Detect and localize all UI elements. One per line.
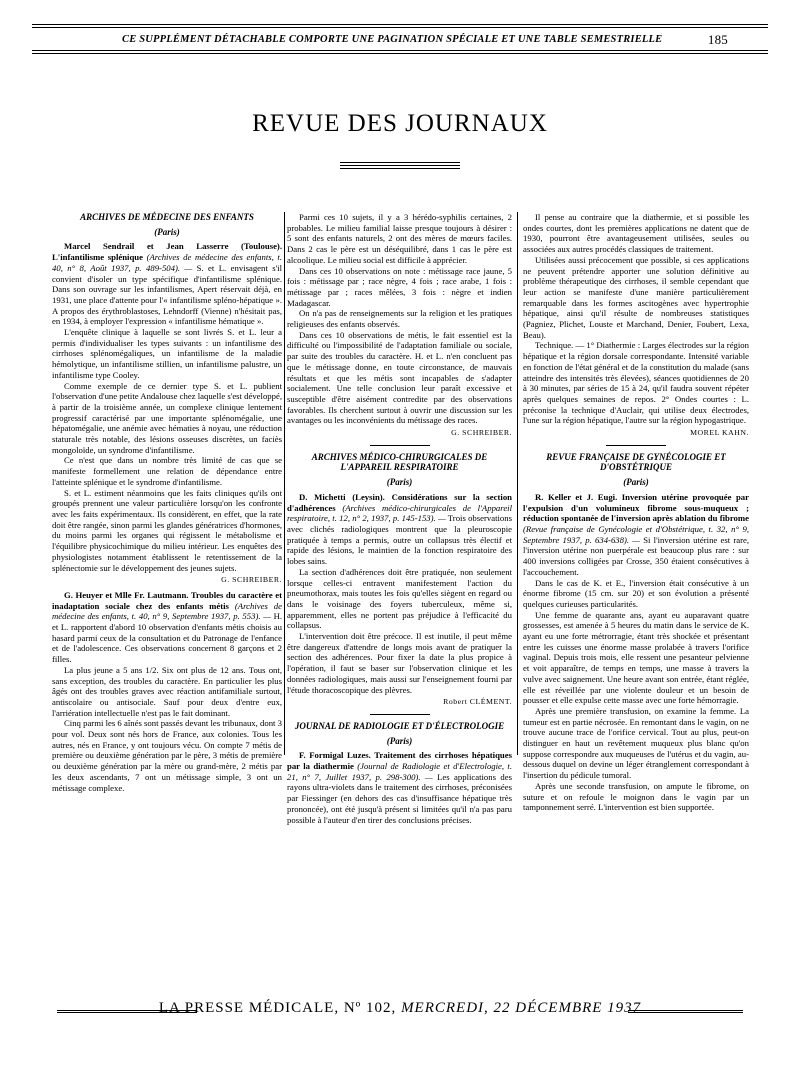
column-separator-2 — [517, 212, 518, 755]
top-rule-inner — [32, 27, 768, 28]
section-divider — [370, 714, 430, 715]
article-3-ref: (Archives médico-chirurgicales de l'Appareil respiratoire, t. 12, n° 2, 1937, p. 145-153). — — [287, 502, 513, 524]
journal-heading-revue-gynecologie: REVUE FRANÇAISE DE GYNÉCOLOGIE ET D'OBSTÉTRIQUE — [546, 451, 726, 473]
article-2-p3: Cinq parmi les 6 aînés sont passés devant les tribunaux, dont 3 pour vol. Deux sont nés hors de France, aux colonies. Tous les autres, nés en France, y ont toujours vécu. On compte 7 métis de première ou deuxième génération par le père, 3 métis de première ou deuxième génération par la mère ou grand-mère, 2 métis par les deux ascendants, 7 ont un métissage simple, 3 ont un métissage complexe. — [52, 718, 282, 793]
col3-signature-1: MOREL KAHN. — [690, 428, 749, 438]
article-2-p2: La plus jeune a 5 ans 1/2. Six ont plus de 12 ans. Tous ont, sans exception, des troubles du caractère. En particulier les plus âgés ont des troubles graves avec réaction antifamiliale surtout, antiscolaire ou antisociale. Sauf pour deux d'entre eux, l'arriération intellectuelle n'est pas le fait dominant. — [52, 664, 282, 718]
footer — [0, 1000, 800, 1017]
col3-p3: Technique. — 1° Diathermie : Larges électrodes sur la région hépatique et la région dorsale correspondante. Intensité variable en fonction de l'état général et de la constitution du malade (sans atteindre des intensités très élevées), séances quotidiennes de 20 à 30 minutes, par séries de 15 à 24, qu'il faudra souvent répéter après quelques semaines de repos. 2° Ondes courtes : L. préconise la technique d'Auclair, qui utilise deux électrodes, l'une sur la région hépatique, l'autre sur la région hypogastrique. — [523, 340, 749, 426]
article-5-p5: Après une seconde transfusion, on ampute le fibrome, on suture et on refoule le moignon dans le vagin par un tamponnement serré. L'intervention est bien supportée. — [523, 780, 749, 813]
column-separator-1 — [284, 212, 285, 755]
title-rule-3 — [340, 168, 460, 169]
footer-rule-right — [628, 1010, 743, 1013]
article-2-title: G. Heuyer et Mlle Fr. Lautmann. Troubles du caractère et inadaptation sociale chez des enfants métis — [52, 589, 282, 611]
article-2-p1: H. et L. rapportent d'abord 10 observation d'enfants métis choisis au hasard parmi ceux de la consultation et du Patronage de l'enfance et de l'adolescence. Ces observations concernent 8 garçons et 2 filles. — [52, 611, 283, 665]
article-1-p4: Ce n'est que dans un nombre très limité de cas que se manifeste formellement une relation de dépendance entre l'atteinte splénique et le syndrome d'infantilisme. — [52, 455, 282, 487]
column-3 — [523, 212, 750, 813]
journal-place: (Paris) — [386, 735, 413, 746]
page-number: 185 — [707, 32, 728, 47]
page-title: REVUE DES JOURNAUX — [252, 110, 548, 137]
article-1-p2: L'enquête clinique à laquelle se sont livrés S. et L. leur a permis d'individualiser les types suivants : un infantilisme des cirrhoses splénomégaliques, un infantilisme de la maladie hémolytique, un infantilisme stillien, un infantilisme palustre, un infantilisme type Cooley. — [52, 327, 282, 380]
article-1-ref: (Archives de médecine des enfants, t. 40, n° 8, Août 1937, p. 489-504). — — [52, 252, 282, 273]
article-1-p3: Comme exemple de ce dernier type S. et L. publient l'observation d'une petite Andalouse chez laquelle s'est développé, à partir de la troisième année, un complexe clinique lentement progressif caractérisé par une importante splénomégalie, une hépatomégalie, une anémie avec hématies à noyau, une réduction staturale très notable, des lésions osseuses discrètes, un faciès mongoloïde, un syndrome d'infantilisme. — [52, 380, 283, 455]
title-rule-1 — [340, 162, 460, 163]
article-4-ref: (Journal de Radiologie et d'Electrologie, t. 21, n° 7, Juillet 1937, p. 298-300). — — [287, 761, 512, 782]
journal-place: (Paris) — [386, 477, 413, 488]
column-2 — [287, 212, 513, 825]
journal-place: (Paris) — [623, 477, 649, 488]
article-3-p3: L'intervention doit être précoce. Il est inutile, il peut même être dangereux d'attendre de longs mois avant de pratiquer la section des adhérences. Pour fixer la date la plus propice à l'opération, il faut se baser sur l'observation clinique et les données radiologiques, mais aussi sur l'enseignement fourni par l'étude thoracoscopique des plèvres. — [287, 631, 512, 695]
col3-p2: Utilisées aussi précocement que possible, si ces applications ne peuvent prétendre apporter une solution définitive au problème thérapeutique des cirrhoses, il semble cependant que leur action se manifeste d'une manière particulièrement remarquable dans les formes ascitogènes avec hypertrophie hépatique, ainsi qu'il résulte de nombreuses statistiques (Pagniez, Plichet, Louste et Marchand, Denier, Foubert, Lexa, Beau). — [523, 254, 749, 340]
article-2-lead — [52, 590, 282, 665]
article-3-signature: Robert CLÉMENT. — [443, 697, 512, 707]
article-3-title: D. Michetti (Leysin). Considérations sur la section d'adhérences — [287, 491, 512, 513]
article-1-signature: G. SCHREIBER. — [221, 575, 282, 585]
running-head-bottom-rule-inner — [32, 53, 768, 54]
article-4-title: F. Formigal Luzes. Traitement des cirrhoses hépatiques par la diathermie — [287, 750, 512, 772]
title-rule-2 — [340, 165, 460, 166]
article-1-p5: S. et L. estiment néanmoins que les faits cliniques qu'ils ont groupés prennent une valeur particulière lorsqu'on les confronte avec les faits expérimentaux. Ils considèrent, en effet, que la rate doit être rangée, sinon parmi les glandes génératrices d'hormones, du moins parmi les organes qui régissent le métabolisme et l'équilibre physicochimique du milieu intérieur. Les enquêtes des physiologistes notamment établissent le retentissement de la splénectomie sur le développement des jeunes sujets. — [52, 487, 282, 573]
article-2-ref: (Archives de médecine des enfants, t. 40, n° 9, Septembre 1937, p. 553). — — [52, 600, 283, 622]
col2-signature-1: G. SCHREIBER. — [451, 428, 512, 438]
section-divider — [606, 445, 666, 446]
column-1 — [52, 212, 283, 793]
article-5-p4: Après une première transfusion, on examine la femme. La tumeur est en partie nécrosée. En remontant dans le vagin, on ne trouve aucune trace de l'orifice cervical. Tout au plus, peut-on distinguer en haut un revêtement muqueux plus blanc qu'on suppose correspondre aux muqueuses de l'utérus et du vagin, au-dessous duquel on devine un léger étranglement correspondant à l'insertion du pédicule tumoral. — [523, 705, 749, 781]
article-1-p1: S. et L. envisagent s'il convient d'isoler un type spécifique d'infantilisme splénique. Dans son ouvrage sur les infantilismes, Apert réservait déjà, en 1931, une place d'attente pour l'« infantilisme spléno-hépatique ». A propos des érythroblastoses, Lehndorff (Vienne) n'hésitait pas, en 1934, à employer l'expression « infantilisme hématique ». — [52, 262, 282, 327]
journal-heading-archives-medico-chirurgicales: ARCHIVES MÉDICO-CHIRURGICALES DE L'APPAREIL RESPIRATOIRE — [311, 451, 488, 473]
article-5-p3: Une femme de quarante ans, ayant eu auparavant quatre grossesses, est amenée à 5 heures du matin dans le service de K. ayant eu une forte métrorragie, étant très shockée et présentant entre les cuisses une énorme masse prolabée à travers l'orifice vaginal. Depuis trois mois, elle ressent une pesanteur pelvienne et voit apparaître, de temps en temps, une masse à travers la vulve avec saignement. Une heure avant son entrée, étant réglée, elle est réveillée par une violente douleur et un besoin de pousser et elle expulse cette masse avec une forte hémorragie. — [523, 609, 749, 706]
section-divider — [370, 445, 430, 446]
article-5-ref: (Revue française de Gynécologie et d'Obstétrique, t. 32, n° 9, Septembre 1937, p. 634-638). — — [523, 523, 749, 545]
running-head — [32, 30, 768, 52]
footer-date: MERCREDI, 22 DÉCEMBRE 1937 — [401, 1000, 642, 1016]
article-1-lead — [52, 241, 282, 327]
col2-p1: Parmi ces 10 sujets, il y a 3 hérédo-syphilis certaines, 2 probables. Le milieu familial laisse presque toujours à désirer : 5 sont des enfants naturels, 2 ont des mères de mœurs faciles. Dans 2 cas le père est un déséquilibré, dans 1 cas le père est alcoolique. Le milieu social est difficile à apprécier. — [287, 212, 512, 265]
col2-p4: Dans ces 10 observations de métis, le fait essentiel est la difficulté ou l'impossibilité de l'adaptation familiale ou sociale, par suite des troubles du caractère. H. et L. n'en concluent pas que le métissage donne, en toute circonstance, de mauvais résultats et que les métis sont incapables de s'adapter socialement. Une telle conclusion leur paraît excessive et susceptible d'être aisément contredite par des observations favorables. Ils cherchent surtout à ouvrir une discussion sur les avantages ou les inconvénients du métissage des races. — [287, 329, 512, 426]
col2-p2: Dans ces 10 observations on note : métissage race jaune, 5 fois : métissage par ; race nègre, 4 fois ; race arabe, 1 fois : métissage par ; races mêlées, 3 fois : nègre et indien Madagascar. — [287, 265, 512, 308]
article-5-lead — [523, 492, 749, 578]
running-head-text: CE SUPPLÉMENT DÉTACHABLE COMPORTE UNE PAGINATION SPÉCIALE ET UNE TABLE SEMESTRIELLE — [122, 34, 663, 45]
running-head-bottom-rule — [32, 50, 768, 51]
journal-heading-journal-radiologie: JOURNAL DE RADIOLOGIE ET D'ÉLECTROLOGIE — [294, 720, 505, 731]
article-4-p1: Les applications des rayons ultra-violets dans le traitement des cirrhoses, préconisées par Fiessinger (en dehors des cas d'insuffisance hépatique très prononcée), ont été jusqu'à présent si limitées qu'il n'a pas paru possible à l'auteur d'en tirer des conclusions précises. — [287, 771, 512, 825]
journal-heading-archives-medecine-enfants: ARCHIVES DE MÉDECINE DES ENFANTS — [80, 212, 254, 222]
article-4-lead — [287, 750, 512, 825]
journal-place: (Paris) — [154, 226, 180, 237]
article-3-lead — [287, 492, 512, 567]
col3-p1: Il pense au contraire que la diathermie, et si possible les ondes courtes, dont les premières applications ne datent que de 1930, pourront être avantageusement utilisées, seules ou associées aux autres procédés classiques de traitement. — [523, 212, 749, 255]
article-3-p2: La section d'adhérences doit être pratiquée, non seulement lorsque celles-ci entravent manifestement l'action du pneumothorax, mais toutes les fois qu'elles siègent en regard ou dans le voisinage des foyers tuberculeux, même si, apparemment, elles ne portent pas préjudice à l'efficacité du collapsus. — [287, 566, 512, 631]
article-5-title: R. Keller et J. Eugi. Inversion utérine provoquée par l'expulsion d'un volumineux fibrome sous-muqueux ; réduction spontanée de l'inversion après ablation du fibrome — [523, 491, 749, 524]
article-3-p1: Trois observations avec clichés radiologiques montrent que la pleuroscopie pratiquée à temps a permis, outre un collapsus très électif et rapide des lésions, le maintien de la fonction respiratoire des lobes sains. — [287, 513, 512, 567]
col2-p3: On n'a pas de renseignements sur la religion et les pratiques religieuses des enfants observés. — [287, 308, 512, 330]
article-5-p1: Si l'inversion utérine est rare, l'inversion utérine non puerpérale est beaucoup plus rare : sur 400 inversions colligées par Crosse, 350 étaient consécutives à l'accouchement. — [523, 534, 750, 577]
top-rule — [32, 24, 768, 25]
footer-publication: LA PRESSE MÉDICALE, Nº 102, — [158, 1000, 397, 1016]
article-1-title: Marcel Sendrail et Jean Lasserre (Toulouse). L'infantilisme splénique — [52, 241, 282, 263]
article-5-p2: Dans le cas de K. et E., l'inversion était consécutive à un énorme fibrome (15 cm. sur 20) et son évolution a présenté quelques curieuses particularités. — [523, 577, 749, 609]
